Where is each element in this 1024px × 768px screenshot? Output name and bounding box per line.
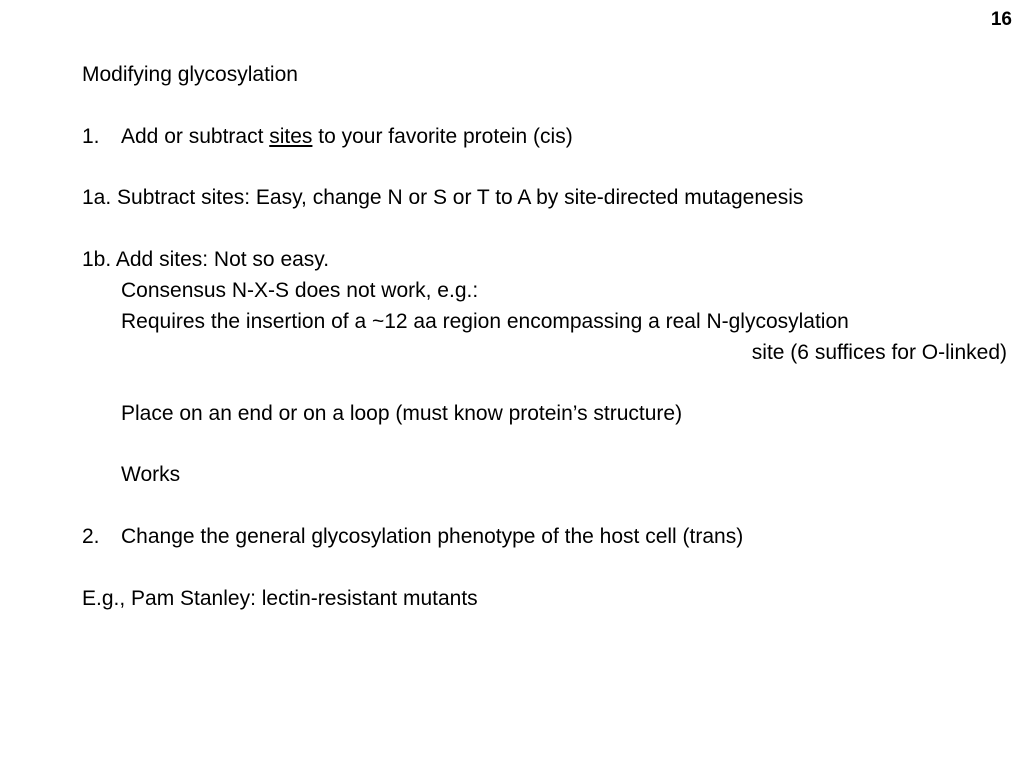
list-item-1-text-after: to your favorite protein (cis) [312,125,573,148]
list-item-1a: 1a. Subtract sites: Easy, change N or S or T to A by site-directed mutagenesis [82,186,804,209]
requires-line-1: Requires the insertion of a ~12 aa region encompassing a real N-glycosylation [121,310,849,333]
list-item-1-number: 1. [82,125,100,148]
list-item-2-number: 2. [82,525,100,548]
list-item-1-text-before: Add or subtract [121,125,270,148]
example-line: E.g., Pam Stanley: lectin-resistant mutants [82,587,478,610]
list-item-2-text: Change the general glycosylation phenotype of the host cell (trans) [121,525,744,548]
page-number: 16 [990,9,1012,30]
requires-line-2: site (6 suffices for O-linked) [751,341,1007,364]
list-item-1b-heading: 1b. Add sites: Not so easy. [82,248,330,271]
place-line: Place on an end or on a loop (must know protein’s structure) [121,402,683,425]
sites-underlined: sites [269,125,313,148]
list-item-1-text [121,124,573,150]
works-line: Works [121,463,181,486]
consensus-line: Consensus N-X-S does not work, e.g.: [121,279,479,302]
slide-title: Modifying glycosylation [82,63,298,86]
